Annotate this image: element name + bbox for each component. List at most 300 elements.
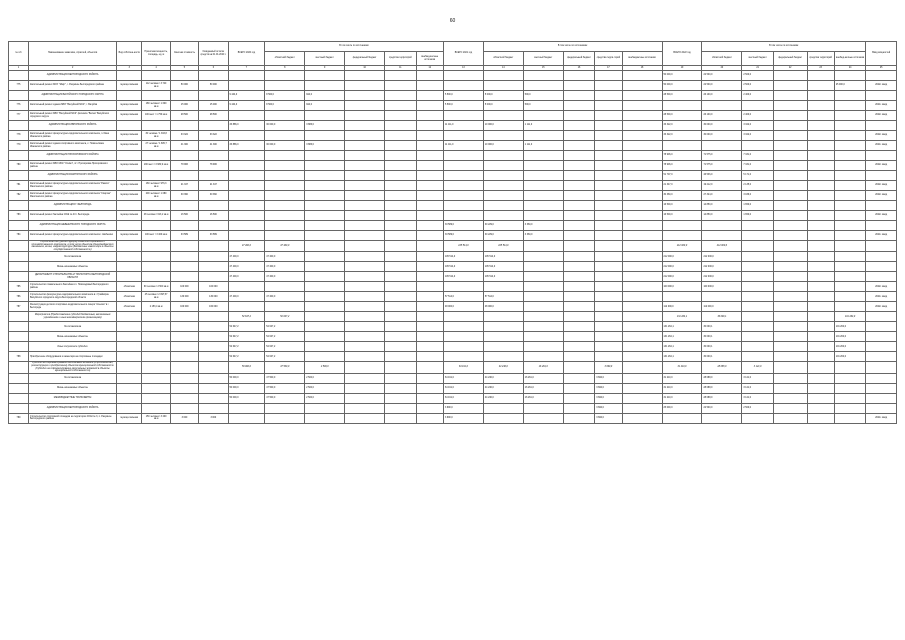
amount-cell xyxy=(416,101,443,111)
admin-row xyxy=(9,403,897,413)
amount-cell: 3 121,0 xyxy=(742,393,774,403)
amount-cell xyxy=(773,201,807,211)
admin-row xyxy=(9,91,897,101)
amount-cell: 31 210,0 xyxy=(662,373,702,383)
amount-cell xyxy=(345,131,385,141)
amount-cell xyxy=(807,352,834,362)
amount-cell xyxy=(742,413,774,423)
amount-cell xyxy=(385,292,417,302)
cost-cell xyxy=(170,403,198,413)
amount-cell: 44 240,0 xyxy=(483,373,523,383)
amount-cell xyxy=(622,383,662,393)
remaining-cell xyxy=(199,393,228,403)
amount-cell: 25 000,0 xyxy=(834,81,866,91)
amount-cell xyxy=(443,312,483,322)
amount-cell xyxy=(228,161,265,171)
column-number: 19 xyxy=(662,66,702,71)
object-name-cell: Капитальный ремонт бассейна СОШ № 43 г. Белгорода xyxy=(28,211,116,221)
object-name-cell: Иные получатели субсидии xyxy=(28,342,116,352)
amount-cell xyxy=(563,322,595,332)
remaining-cell xyxy=(199,151,228,161)
amount-cell xyxy=(416,332,443,342)
amount-cell xyxy=(345,252,385,262)
amount-cell: 14 850,0 xyxy=(702,201,742,211)
amount-cell: 47 400,0 xyxy=(265,272,305,282)
amount-cell xyxy=(622,332,662,342)
amount-cell xyxy=(807,181,834,191)
group-header: В том числе по источникам: xyxy=(483,42,662,52)
amount-cell xyxy=(305,312,345,322)
amount-cell xyxy=(622,221,662,231)
commissioning-cell: 2022г. ввод xyxy=(866,111,897,121)
ownership-cell: муници-пальная xyxy=(117,413,142,423)
amount-cell: 101 264,0 xyxy=(834,332,866,342)
ownership-cell xyxy=(117,373,142,383)
table-row xyxy=(9,181,897,191)
amount-cell xyxy=(595,322,622,332)
amount-cell xyxy=(595,292,622,302)
amount-cell: 131 264,1 xyxy=(662,352,702,362)
amount-cell xyxy=(265,81,305,91)
column-header: средства территорий xyxy=(385,52,417,66)
amount-cell: 105 514,0 xyxy=(483,272,523,282)
commissioning-cell: 2022г. ввод xyxy=(866,131,897,141)
remaining-cell xyxy=(199,362,228,373)
commissioning-cell: 2021г. ввод xyxy=(866,413,897,423)
amount-cell xyxy=(807,282,834,292)
amount-cell: 52 647,2 xyxy=(228,332,265,342)
amount-cell: 5 171,0 xyxy=(742,171,774,181)
amount-cell xyxy=(385,262,417,272)
remaining-cell xyxy=(199,352,228,362)
amount-cell xyxy=(305,342,345,352)
amount-cell xyxy=(385,252,417,262)
amount-cell xyxy=(662,292,702,302)
amount-cell xyxy=(773,81,807,91)
object-name-cell: Мероприятия (Предоставление субсидий бюджетным, автономным учреждениям и иным некоммерческим организациям) xyxy=(28,312,116,322)
amount-cell xyxy=(773,312,807,322)
amount-cell xyxy=(345,81,385,91)
cost-cell: 15 000 xyxy=(170,101,198,111)
amount-cell: 25 000,0 xyxy=(662,403,702,413)
amount-cell xyxy=(305,191,345,201)
amount-cell xyxy=(807,302,834,312)
amount-cell xyxy=(773,272,807,282)
remaining-cell: 50 000 xyxy=(199,81,228,91)
amount-cell: 2 500,0 xyxy=(742,71,774,81)
amount-cell: 30 360,0 xyxy=(662,191,702,201)
amount-cell: 52 647,2 xyxy=(265,312,305,322)
table-row xyxy=(9,352,897,362)
amount-cell xyxy=(385,91,417,101)
amount-cell: 22 500,0 xyxy=(702,403,742,413)
capacity-cell: 150 человек / 3 200 кв.м xyxy=(142,413,170,423)
amount-cell xyxy=(595,241,622,252)
cost-cell: 3 000 xyxy=(170,413,198,423)
amount-cell xyxy=(622,71,662,81)
amount-cell: 26 100,0 xyxy=(702,91,742,101)
amount-cell xyxy=(773,332,807,342)
amount-cell xyxy=(416,241,443,252)
remaining-cell: 30 360 xyxy=(199,191,228,201)
amount-cell xyxy=(563,201,595,211)
capacity-cell: 48 человек / 613,2 кв.м xyxy=(142,211,170,221)
column-number: 12 xyxy=(416,66,443,71)
amount-cell xyxy=(523,211,563,221)
ownership-cell: муници-пальная xyxy=(117,161,142,171)
commissioning-cell xyxy=(866,241,897,252)
ownership-cell: муници-пальная xyxy=(117,101,142,111)
amount-cell xyxy=(662,413,702,423)
amount-cell xyxy=(385,71,417,81)
row-number-cell: 778 xyxy=(9,131,29,141)
amount-cell xyxy=(834,252,866,262)
amount-cell xyxy=(773,91,807,101)
amount-cell: 33 886,0 xyxy=(228,141,265,151)
capacity-cell xyxy=(142,221,170,231)
amount-cell xyxy=(563,373,595,383)
amount-cell xyxy=(416,221,443,231)
amount-cell: 2 135,0 xyxy=(742,181,774,191)
column-header: ВСЕГО 2021 год xyxy=(443,42,483,66)
cost-cell xyxy=(170,322,198,332)
cost-cell xyxy=(170,241,198,252)
amount-cell xyxy=(834,101,866,111)
amount-cell: 28 088,0 xyxy=(702,373,742,383)
column-header: Вид собствен-ности xyxy=(117,42,142,66)
amount-cell xyxy=(305,252,345,262)
column-number: 5 xyxy=(170,66,198,71)
amount-cell xyxy=(416,131,443,141)
amount-cell: 212 000,0 xyxy=(662,241,702,252)
amount-cell: 2 400,0 xyxy=(742,91,774,101)
amount-cell xyxy=(773,352,807,362)
ownership-cell xyxy=(117,332,142,342)
amount-cell xyxy=(483,201,523,211)
amount-cell: 47 400,0 xyxy=(265,241,305,252)
amount-cell xyxy=(563,332,595,342)
amount-cell xyxy=(443,282,483,292)
remaining-cell: 21 347 xyxy=(199,181,228,191)
amount-cell xyxy=(595,231,622,241)
amount-cell: 112 000,0 xyxy=(662,302,702,312)
commissioning-cell: 2022г. ввод xyxy=(866,302,897,312)
amount-cell xyxy=(622,272,662,282)
column-number: 9 xyxy=(305,66,345,71)
amount-cell xyxy=(834,211,866,221)
amount-cell xyxy=(483,181,523,191)
amount-cell xyxy=(345,221,385,231)
object-name-cell: АДМИНИСТРАЦИЯ РАКИТЯНСКОГО РАЙОНА xyxy=(28,171,116,181)
remaining-cell xyxy=(199,342,228,352)
cost-cell: 30 360 xyxy=(170,191,198,201)
amount-cell: 30 000,0 xyxy=(265,121,305,131)
amount-cell: 48 000,0 xyxy=(483,302,523,312)
amount-cell: 105 514,0 xyxy=(443,241,483,252)
cost-cell xyxy=(170,171,198,181)
amount-cell xyxy=(416,312,443,322)
amount-cell xyxy=(834,373,866,383)
column-header: федеральный бюджет xyxy=(345,52,385,66)
amount-cell xyxy=(622,373,662,383)
row-number-cell xyxy=(9,201,29,211)
amount-cell xyxy=(834,141,866,151)
column-number: 8 xyxy=(265,66,305,71)
remaining-cell xyxy=(199,71,228,81)
amount-cell xyxy=(622,211,662,221)
amount-cell xyxy=(702,292,742,302)
cost-cell: 160 000 xyxy=(170,302,198,312)
commissioning-cell xyxy=(866,252,897,262)
column-header: областной бюджет xyxy=(265,52,305,66)
amount-cell xyxy=(563,161,595,171)
amount-cell xyxy=(773,362,807,373)
cost-cell xyxy=(170,383,198,393)
amount-cell xyxy=(345,312,385,322)
row-number-cell xyxy=(9,403,29,413)
row-number-cell xyxy=(9,91,29,101)
amount-cell xyxy=(483,403,523,413)
amount-cell xyxy=(523,171,563,181)
amount-cell: 3 690,0 xyxy=(443,413,483,423)
amount-cell xyxy=(345,111,385,121)
amount-cell xyxy=(595,101,622,111)
amount-cell xyxy=(807,272,834,282)
amount-cell xyxy=(523,151,563,161)
column-header: ВСЕГО 2020 год xyxy=(228,42,265,66)
row-number-cell: 782 xyxy=(9,191,29,201)
amount-cell: 47 400,0 xyxy=(265,292,305,302)
amount-cell xyxy=(228,111,265,121)
capacity-cell xyxy=(142,312,170,322)
row-number-cell: 786 xyxy=(9,292,29,302)
remaining-cell xyxy=(199,121,228,131)
row-number-cell xyxy=(9,362,29,373)
cost-cell xyxy=(170,121,198,131)
amount-cell: 33 589,0 xyxy=(443,231,483,241)
row-number-cell: 780 xyxy=(9,161,29,171)
cost-cell: 41 300 xyxy=(170,141,198,151)
amount-cell xyxy=(385,312,417,322)
amount-cell xyxy=(662,101,702,111)
amount-cell xyxy=(807,342,834,352)
cost-cell xyxy=(170,201,198,211)
amount-cell: 52 647,2 xyxy=(228,312,265,322)
amount-cell: 47 400,0 xyxy=(228,252,265,262)
amount-cell: 50 000,0 xyxy=(662,81,702,91)
amount-cell xyxy=(385,393,417,403)
amount-cell: 52 647,2 xyxy=(228,342,265,352)
amount-cell: 16 261,0 xyxy=(523,373,563,383)
amount-cell: 212 000,0 xyxy=(662,262,702,272)
amount-cell xyxy=(563,282,595,292)
amount-cell xyxy=(834,231,866,241)
amount-cell: 16 261,0 xyxy=(523,362,563,373)
amount-cell xyxy=(305,71,345,81)
remaining-cell: 130 000 xyxy=(199,292,228,302)
amount-cell xyxy=(345,241,385,252)
commissioning-cell: 2022г. ввод xyxy=(866,211,897,221)
amount-cell xyxy=(416,81,443,91)
amount-cell xyxy=(622,252,662,262)
admin-row xyxy=(9,272,897,282)
admin-row xyxy=(9,171,897,181)
amount-cell: 105 514,0 xyxy=(443,262,483,272)
commissioning-cell xyxy=(866,91,897,101)
amount-cell xyxy=(834,383,866,393)
amount-cell: 30 000,0 xyxy=(702,131,742,141)
commissioning-cell xyxy=(866,262,897,272)
amount-cell xyxy=(345,282,385,292)
amount-cell: 31 210,0 xyxy=(662,362,702,373)
amount-cell xyxy=(416,231,443,241)
amount-cell xyxy=(416,171,443,181)
amount-cell xyxy=(385,362,417,373)
amount-cell xyxy=(563,211,595,221)
row-number-cell: 788 xyxy=(9,352,29,362)
remaining-cell: 100 000 xyxy=(199,282,228,292)
amount-cell: 3 690,0 xyxy=(595,403,622,413)
capacity-cell xyxy=(142,373,170,383)
amount-cell xyxy=(443,211,483,221)
amount-cell xyxy=(385,383,417,393)
row-number-cell xyxy=(9,322,29,332)
amount-cell xyxy=(305,201,345,211)
cost-cell xyxy=(170,262,198,272)
amount-cell xyxy=(742,282,774,292)
amount-cell xyxy=(773,373,807,383)
capacity-cell: 30 человек / 1 333,8 кв.м xyxy=(142,131,170,141)
amount-cell xyxy=(385,302,417,312)
amount-cell: 28 500,0 xyxy=(662,111,702,121)
object-name-cell: Субсидии на софинансирование капитальных вложений (строительство, реконструкция и приобретение) объектов муниципальной собственности (Субсидии на софинансирование капитальных вложений в объекты муниципальной собственности) xyxy=(28,362,116,373)
amount-cell: 50 000,0 xyxy=(228,393,265,403)
capacity-cell xyxy=(142,332,170,342)
amount-cell xyxy=(742,221,774,231)
amount-cell: 212 000,0 xyxy=(662,252,702,262)
capacity-cell: 180 человек / 1 600 кв.м xyxy=(142,101,170,111)
amount-cell xyxy=(443,171,483,181)
amount-cell xyxy=(834,111,866,121)
table-row xyxy=(9,231,897,241)
subtotal-row xyxy=(9,262,897,272)
amount-cell xyxy=(595,302,622,312)
subtotal-row xyxy=(9,252,897,262)
object-name-cell: Реконструкция детского спортивно-оздоровительного лагеря "Алычка" в г. Белгороде xyxy=(28,302,116,312)
budget-table xyxy=(8,41,897,424)
amount-cell xyxy=(807,403,834,413)
amount-cell: 64 191,0 xyxy=(443,383,483,393)
table-row xyxy=(9,131,897,141)
amount-cell xyxy=(834,191,866,201)
amount-cell xyxy=(563,302,595,312)
amount-cell xyxy=(834,413,866,423)
amount-cell: 212 000,0 xyxy=(662,272,702,282)
amount-cell xyxy=(228,302,265,312)
ownership-cell xyxy=(117,71,142,81)
amount-cell: 64 191,0 xyxy=(443,393,483,403)
amount-cell xyxy=(807,101,834,111)
cost-cell xyxy=(170,252,198,262)
ownership-cell xyxy=(117,322,142,332)
amount-cell xyxy=(265,221,305,231)
amount-cell xyxy=(702,231,742,241)
amount-cell xyxy=(416,201,443,211)
amount-cell xyxy=(773,282,807,292)
amount-cell xyxy=(265,302,305,312)
remaining-cell: 15 000 xyxy=(199,101,228,111)
amount-cell xyxy=(416,211,443,221)
amount-cell xyxy=(773,151,807,161)
amount-cell xyxy=(834,393,866,403)
amount-cell xyxy=(416,111,443,121)
amount-cell xyxy=(305,231,345,241)
amount-cell: 131 264,1 xyxy=(662,332,702,342)
amount-cell xyxy=(523,181,563,191)
row-number-cell xyxy=(9,262,29,272)
cost-cell xyxy=(170,393,198,403)
ownership-cell: муници-пальная xyxy=(117,191,142,201)
amount-cell xyxy=(305,221,345,231)
column-number: 18 xyxy=(622,66,662,71)
amount-cell xyxy=(662,221,702,231)
object-name-cell: Капитальный ремонт МБУ "Валуйский МСК" филиала "Волна" Валуйского городского округа xyxy=(28,111,116,121)
amount-cell xyxy=(523,111,563,121)
amount-cell xyxy=(345,272,385,282)
amount-cell xyxy=(563,231,595,241)
amount-cell xyxy=(807,322,834,332)
remaining-cell: 16 500 xyxy=(199,211,228,221)
column-header: федеральный бюджет xyxy=(773,52,807,66)
amount-cell xyxy=(305,111,345,121)
ownership-cell: областная xyxy=(117,292,142,302)
amount-cell: 30 000,1 xyxy=(702,312,742,322)
amount-cell xyxy=(807,141,834,151)
ownership-cell xyxy=(117,171,142,181)
amount-cell xyxy=(416,71,443,81)
amount-cell xyxy=(563,71,595,81)
object-name-cell: Капитальный ремонт здания спортивного комплекса, с. Новоселовка Ивнянского района xyxy=(28,141,116,151)
amount-cell: 3 036,0 xyxy=(742,191,774,201)
amount-cell xyxy=(385,151,417,161)
amount-cell xyxy=(622,151,662,161)
amount-cell: 71 575,0 xyxy=(702,161,742,171)
amount-cell xyxy=(228,151,265,161)
amount-cell: 3 360,0 xyxy=(523,221,563,231)
commissioning-cell: 2021г. ввод xyxy=(866,292,897,302)
amount-cell xyxy=(443,111,483,121)
amount-cell xyxy=(443,81,483,91)
amount-cell: 30 000,0 xyxy=(265,141,305,151)
amount-cell xyxy=(834,201,866,211)
subtotal-row xyxy=(9,373,897,383)
column-number: 6 xyxy=(199,66,228,71)
subtotal-row xyxy=(9,332,897,342)
amount-cell: 57 514,0 xyxy=(443,292,483,302)
amount-cell xyxy=(483,312,523,322)
amount-cell: 33 886,0 xyxy=(228,121,265,131)
ownership-cell: областная xyxy=(117,302,142,312)
amount-cell: 212 000,0 xyxy=(702,252,742,262)
amount-cell xyxy=(563,131,595,141)
commissioning-cell xyxy=(866,322,897,332)
column-header: федеральный бюджет xyxy=(563,52,595,66)
capacity-cell: 100 мест / 1 750 кв.м xyxy=(142,111,170,121)
amount-cell xyxy=(483,81,523,91)
amount-cell xyxy=(563,221,595,231)
amount-cell xyxy=(305,81,345,91)
amount-cell xyxy=(265,161,305,171)
